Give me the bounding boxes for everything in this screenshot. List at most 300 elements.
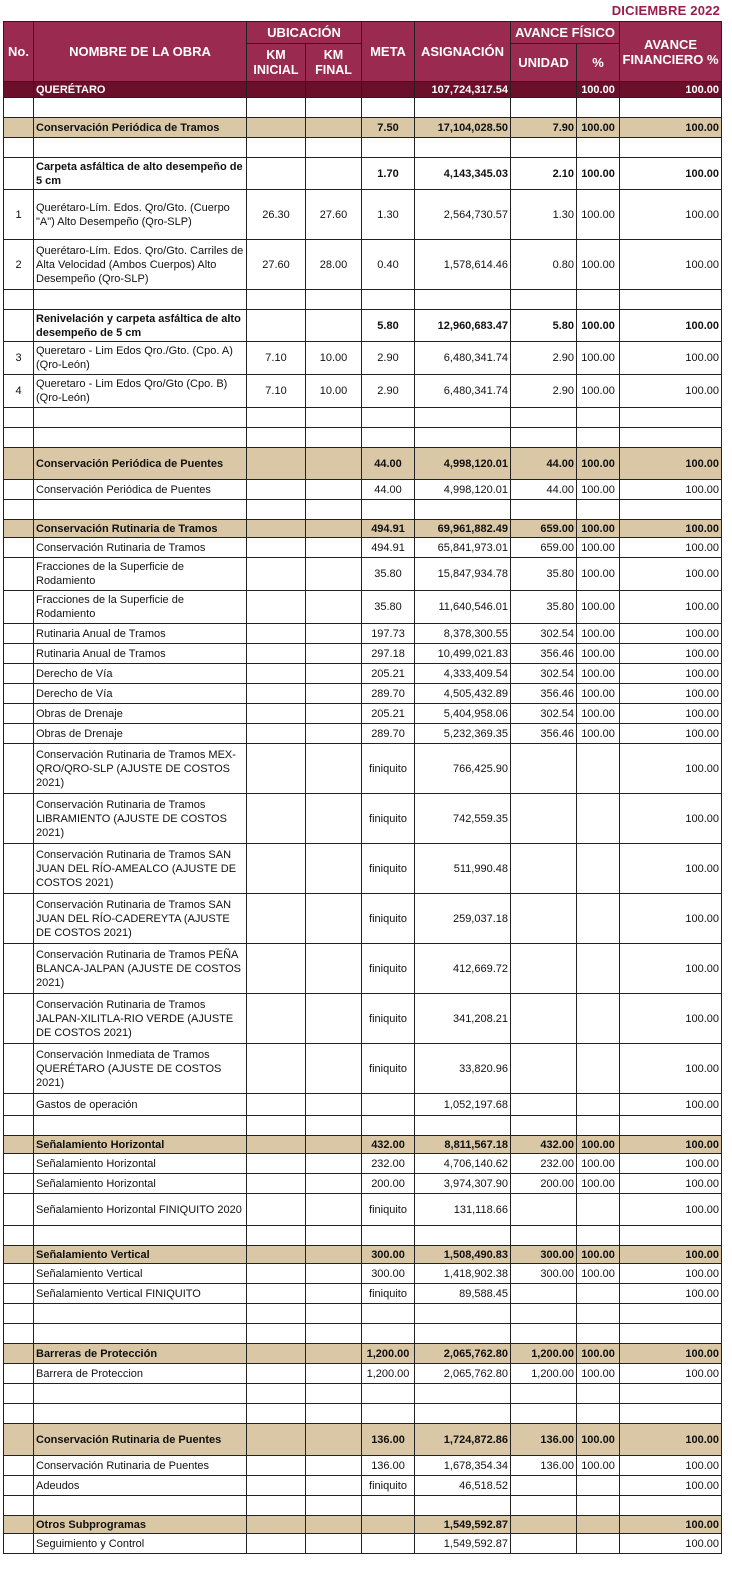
row-financiero: 100.00: [620, 1246, 722, 1264]
row-nombre: Seguimiento y Control: [34, 1534, 247, 1554]
row-asignacion: 17,104,028.50: [415, 118, 511, 138]
row-meta: 232.00: [362, 1154, 415, 1174]
blank-row: [4, 98, 722, 118]
row-unidad: [511, 98, 577, 118]
row-no: [4, 1174, 34, 1194]
row-km-final: [306, 290, 362, 310]
row-km-inicial: [247, 1304, 306, 1324]
row-unidad: [511, 1404, 577, 1424]
row-asignacion: [415, 1384, 511, 1404]
row-meta: [362, 408, 415, 428]
row-asignacion: 6,480,341.74: [415, 342, 511, 375]
row-financiero: 100.00: [620, 844, 722, 894]
row-asignacion: [415, 1324, 511, 1344]
row-km-inicial: 7.10: [247, 342, 306, 375]
row-asignacion: 4,143,345.03: [415, 158, 511, 190]
row-km-final: [306, 1516, 362, 1534]
table-body: [4, 82, 722, 1554]
row-financiero: 100.00: [620, 894, 722, 944]
row-meta: [362, 1534, 415, 1554]
row-financiero: 100.00: [620, 944, 722, 994]
row-meta: finiquito: [362, 844, 415, 894]
row-financiero: 100.00: [620, 1284, 722, 1304]
row-nombre: Conservación Periódica de Puentes: [34, 480, 247, 500]
row-meta: [362, 290, 415, 310]
row-pct: 100.00: [577, 1136, 620, 1154]
row-unidad: 300.00: [511, 1264, 577, 1284]
blank-row: [4, 1304, 722, 1324]
row-km-inicial: [247, 994, 306, 1044]
row-financiero: 100.00: [620, 1264, 722, 1284]
row-no: [4, 1516, 34, 1534]
row-financiero: 100.00: [620, 994, 722, 1044]
row-pct: [577, 428, 620, 448]
row-unidad: [511, 500, 577, 520]
row-no: [4, 138, 34, 158]
row-unidad: 356.46: [511, 644, 577, 664]
row-nombre: Conservación Rutinaria de Tramos JALPAN-XILITLA-RIO VERDE (AJUSTE DE COSTOS 2021): [34, 994, 247, 1044]
row-km-final: [306, 1424, 362, 1456]
row-no: [4, 500, 34, 520]
row-km-final: [306, 82, 362, 98]
row-meta: finiquito: [362, 1476, 415, 1496]
row-meta: [362, 1384, 415, 1404]
row-unidad: [511, 894, 577, 944]
blank-row: [4, 1496, 722, 1516]
row-asignacion: [415, 1304, 511, 1324]
row-nombre: Barrera de Proteccion: [34, 1364, 247, 1384]
row-asignacion: 5,232,369.35: [415, 724, 511, 744]
row-nombre: [34, 290, 247, 310]
row-km-inicial: [247, 82, 306, 98]
row-km-final: 10.00: [306, 342, 362, 375]
row-pct: 100.00: [577, 310, 620, 342]
row-no: [4, 82, 34, 98]
row-km-final: [306, 1384, 362, 1404]
row-asignacion: 4,706,140.62: [415, 1154, 511, 1174]
row-unidad: [511, 1534, 577, 1554]
row-km-final: [306, 704, 362, 724]
row-pct: 100.00: [577, 724, 620, 744]
row-km-final: [306, 1284, 362, 1304]
row-pct: [577, 408, 620, 428]
row-no: [4, 408, 34, 428]
row-financiero: [620, 408, 722, 428]
row-meta: finiquito: [362, 944, 415, 994]
row-financiero: 100.00: [620, 591, 722, 624]
row-pct: [577, 1516, 620, 1534]
row-meta: [362, 1404, 415, 1424]
row-asignacion: 2,065,762.80: [415, 1364, 511, 1384]
row-km-final: 28.00: [306, 240, 362, 290]
row-asignacion: [415, 1496, 511, 1516]
item-row: [4, 375, 722, 408]
row-km-inicial: [247, 1496, 306, 1516]
row-no: [4, 1424, 34, 1456]
row-unidad: 432.00: [511, 1136, 577, 1154]
row-km-inicial: 27.60: [247, 240, 306, 290]
row-asignacion: [415, 1226, 511, 1246]
row-pct: [577, 1384, 620, 1404]
row-financiero: 100.00: [620, 794, 722, 844]
row-nombre: [34, 138, 247, 158]
row-pct: [577, 1226, 620, 1246]
row-asignacion: 4,333,409.54: [415, 664, 511, 684]
row-km-final: [306, 591, 362, 624]
row-pct: 100.00: [577, 644, 620, 664]
section-row: [4, 448, 722, 480]
row-unidad: 232.00: [511, 1154, 577, 1174]
row-km-inicial: [247, 1194, 306, 1226]
row-km-final: [306, 118, 362, 138]
row-meta: 1.70: [362, 158, 415, 190]
row-km-inicial: [247, 591, 306, 624]
section-row: [4, 118, 722, 138]
item-row: [4, 644, 722, 664]
row-km-final: [306, 1116, 362, 1136]
row-no: [4, 1116, 34, 1136]
row-meta: [362, 1516, 415, 1534]
row-no: [4, 1246, 34, 1264]
row-no: [4, 664, 34, 684]
row-pct: 100.00: [577, 82, 620, 98]
item-row: [4, 1534, 722, 1554]
row-nombre: Barreras de Protección: [34, 1344, 247, 1364]
row-pct: [577, 1194, 620, 1226]
row-nombre: Querétaro-Lím. Edos. Qro/Gto. (Cuerpo "A") Alto Desempeño (Qro-SLP): [34, 190, 247, 240]
row-asignacion: 1,549,592.87: [415, 1516, 511, 1534]
row-km-inicial: [247, 704, 306, 724]
row-no: [4, 1154, 34, 1174]
row-meta: [362, 82, 415, 98]
row-meta: [362, 1226, 415, 1246]
row-meta: 35.80: [362, 558, 415, 591]
row-asignacion: 12,960,683.47: [415, 310, 511, 342]
row-pct: 100.00: [577, 591, 620, 624]
blank-row: [4, 1226, 722, 1246]
item-row: [4, 240, 722, 290]
blank-row: [4, 1324, 722, 1344]
row-pct: 100.00: [577, 448, 620, 480]
row-km-inicial: [247, 944, 306, 994]
row-km-final: [306, 684, 362, 704]
row-pct: 100.00: [577, 1154, 620, 1174]
row-km-final: [306, 1456, 362, 1476]
row-nombre: Queretaro - Lim Edos Qro/Gto (Cpo. B) (Qro-León): [34, 375, 247, 408]
row-no: [4, 1094, 34, 1116]
row-financiero: 100.00: [620, 1344, 722, 1364]
row-unidad: 2.90: [511, 375, 577, 408]
row-financiero: 100.00: [620, 448, 722, 480]
row-pct: 100.00: [577, 190, 620, 240]
row-km-inicial: [247, 1264, 306, 1284]
row-asignacion: 1,724,872.86: [415, 1424, 511, 1456]
row-km-final: [306, 1304, 362, 1324]
header-avance-fisico: AVANCE FÍSICO: [511, 22, 620, 44]
row-meta: 197.73: [362, 624, 415, 644]
row-asignacion: 8,378,300.55: [415, 624, 511, 644]
row-financiero: 100.00: [620, 375, 722, 408]
item-row: [4, 342, 722, 375]
row-km-inicial: [247, 1344, 306, 1364]
header-km-final: KM FINAL: [306, 44, 362, 82]
row-financiero: [620, 290, 722, 310]
row-km-inicial: [247, 724, 306, 744]
row-pct: [577, 794, 620, 844]
row-asignacion: 766,425.90: [415, 744, 511, 794]
row-km-inicial: [247, 1154, 306, 1174]
row-nombre: Conservación Rutinaria de Tramos SAN JUAN DEL RÍO-CADEREYTA (AJUSTE DE COSTOS 2021): [34, 894, 247, 944]
header-ubicacion: UBICACIÓN: [247, 22, 362, 44]
row-financiero: [620, 1496, 722, 1516]
blank-row: [4, 408, 722, 428]
row-pct: 100.00: [577, 1246, 620, 1264]
row-km-final: [306, 1404, 362, 1424]
row-unidad: [511, 1516, 577, 1534]
row-unidad: 659.00: [511, 520, 577, 538]
row-asignacion: 2,065,762.80: [415, 1344, 511, 1364]
row-pct: 100.00: [577, 520, 620, 538]
row-no: [4, 944, 34, 994]
item-row: [4, 724, 722, 744]
row-nombre: [34, 428, 247, 448]
row-meta: 1,200.00: [362, 1364, 415, 1384]
row-unidad: [511, 138, 577, 158]
blank-row: [4, 1404, 722, 1424]
subhead-row: [4, 310, 722, 342]
row-pct: [577, 1404, 620, 1424]
row-financiero: 100.00: [620, 1424, 722, 1456]
row-asignacion: 1,052,197.68: [415, 1094, 511, 1116]
row-asignacion: [415, 138, 511, 158]
row-unidad: [511, 1194, 577, 1226]
row-financiero: 100.00: [620, 1516, 722, 1534]
row-meta: 205.21: [362, 704, 415, 724]
row-financiero: 100.00: [620, 342, 722, 375]
header-pct: %: [577, 44, 620, 82]
row-km-inicial: [247, 448, 306, 480]
row-pct: 100.00: [577, 684, 620, 704]
row-nombre: Conservación Rutinaria de Puentes: [34, 1424, 247, 1456]
row-unidad: 302.54: [511, 664, 577, 684]
row-unidad: 200.00: [511, 1174, 577, 1194]
row-unidad: [511, 1324, 577, 1344]
row-pct: 100.00: [577, 480, 620, 500]
row-financiero: 100.00: [620, 704, 722, 724]
row-no: [4, 538, 34, 558]
row-nombre: Señalamiento Vertical: [34, 1264, 247, 1284]
row-financiero: 100.00: [620, 1476, 722, 1496]
row-km-final: [306, 644, 362, 664]
report-period: DICIEMBRE 2022: [611, 3, 720, 18]
row-km-inicial: [247, 1116, 306, 1136]
row-financiero: 100.00: [620, 1094, 722, 1116]
row-pct: [577, 1476, 620, 1496]
row-km-inicial: [247, 428, 306, 448]
row-financiero: [620, 1226, 722, 1246]
row-financiero: 100.00: [620, 724, 722, 744]
row-km-inicial: [247, 644, 306, 664]
row-asignacion: 10,499,021.83: [415, 644, 511, 664]
row-pct: [577, 844, 620, 894]
row-pct: 100.00: [577, 342, 620, 375]
row-meta: finiquito: [362, 894, 415, 944]
row-km-final: [306, 448, 362, 480]
row-unidad: [511, 1284, 577, 1304]
row-financiero: 100.00: [620, 1154, 722, 1174]
row-km-final: [306, 944, 362, 994]
row-km-final: [306, 1094, 362, 1116]
row-meta: finiquito: [362, 794, 415, 844]
row-asignacion: 1,549,592.87: [415, 1534, 511, 1554]
row-nombre: Señalamiento Vertical FINIQUITO: [34, 1284, 247, 1304]
row-financiero: [620, 1404, 722, 1424]
row-km-inicial: [247, 1226, 306, 1246]
row-nombre: Conservación Inmediata de Tramos QUERÉTARO (AJUSTE DE COSTOS 2021): [34, 1044, 247, 1094]
row-financiero: 100.00: [620, 158, 722, 190]
item-row: [4, 1154, 722, 1174]
row-meta: 136.00: [362, 1424, 415, 1456]
item-row: [4, 558, 722, 591]
row-financiero: 100.00: [620, 1194, 722, 1226]
row-unidad: [511, 82, 577, 98]
row-asignacion: 3,974,307.90: [415, 1174, 511, 1194]
row-meta: [362, 138, 415, 158]
row-financiero: 100.00: [620, 1534, 722, 1554]
row-meta: finiquito: [362, 994, 415, 1044]
row-nombre: Señalamiento Horizontal FINIQUITO 2020: [34, 1194, 247, 1226]
row-nombre: Carpeta asfáltica de alto desempeño de 5 cm: [34, 158, 247, 190]
section-row: [4, 1516, 722, 1534]
section-row: [4, 1424, 722, 1456]
row-km-inicial: 26.30: [247, 190, 306, 240]
item-row: [4, 624, 722, 644]
item-row: [4, 1174, 722, 1194]
row-nombre: Conservación Periódica de Puentes: [34, 448, 247, 480]
row-meta: finiquito: [362, 744, 415, 794]
row-unidad: 136.00: [511, 1456, 577, 1476]
row-asignacion: 8,811,567.18: [415, 1136, 511, 1154]
row-no: [4, 1044, 34, 1094]
header-unidad: UNIDAD: [511, 44, 577, 82]
row-no: [4, 118, 34, 138]
row-no: [4, 1476, 34, 1496]
row-nombre: Rutinaria Anual de Tramos: [34, 624, 247, 644]
row-km-final: [306, 844, 362, 894]
row-asignacion: 1,418,902.38: [415, 1264, 511, 1284]
header-avance-financiero: AVANCE FINANCIERO %: [620, 22, 722, 82]
row-no: [4, 428, 34, 448]
row-pct: 100.00: [577, 704, 620, 724]
row-meta: 1.30: [362, 190, 415, 240]
row-km-final: [306, 158, 362, 190]
row-km-final: [306, 744, 362, 794]
row-nombre: [34, 500, 247, 520]
row-meta: 289.70: [362, 684, 415, 704]
row-km-final: [306, 1194, 362, 1226]
row-meta: [362, 428, 415, 448]
section-row: [4, 520, 722, 538]
row-no: [4, 624, 34, 644]
row-financiero: 100.00: [620, 480, 722, 500]
item-row: [4, 1094, 722, 1116]
row-meta: 297.18: [362, 644, 415, 664]
row-nombre: Derecho de Vía: [34, 684, 247, 704]
blank-row: [4, 1384, 722, 1404]
row-no: [4, 704, 34, 724]
row-no: [4, 724, 34, 744]
row-financiero: 100.00: [620, 1136, 722, 1154]
row-pct: 100.00: [577, 118, 620, 138]
subhead-row: [4, 158, 722, 190]
row-no: [4, 1534, 34, 1554]
header-nombre: NOMBRE DE LA OBRA: [34, 22, 247, 82]
item-row: [4, 1284, 722, 1304]
row-unidad: [511, 1496, 577, 1516]
row-km-final: [306, 1246, 362, 1264]
row-no: [4, 290, 34, 310]
row-no: 2: [4, 240, 34, 290]
row-nombre: [34, 1324, 247, 1344]
row-km-final: [306, 1264, 362, 1284]
row-pct: [577, 98, 620, 118]
row-pct: [577, 1534, 620, 1554]
item-row: [4, 684, 722, 704]
row-nombre: [34, 1116, 247, 1136]
row-unidad: [511, 1094, 577, 1116]
row-asignacion: 259,037.18: [415, 894, 511, 944]
item-row: [4, 1044, 722, 1094]
row-nombre: Conservación Rutinaria de Tramos MEX-QRO/QRO-SLP (AJUSTE DE COSTOS 2021): [34, 744, 247, 794]
row-no: 3: [4, 342, 34, 375]
row-unidad: [511, 794, 577, 844]
row-pct: 100.00: [577, 558, 620, 591]
row-meta: [362, 500, 415, 520]
row-meta: 2.90: [362, 342, 415, 375]
row-nombre: Señalamiento Horizontal: [34, 1136, 247, 1154]
row-unidad: [511, 1384, 577, 1404]
row-no: [4, 158, 34, 190]
row-km-final: [306, 1044, 362, 1094]
row-financiero: 100.00: [620, 644, 722, 664]
row-nombre: Fracciones de la Superficie de Rodamiento: [34, 591, 247, 624]
row-financiero: 100.00: [620, 1044, 722, 1094]
row-meta: 44.00: [362, 448, 415, 480]
row-no: [4, 1304, 34, 1324]
row-nombre: Gastos de operación: [34, 1094, 247, 1116]
item-row: [4, 190, 722, 240]
row-no: [4, 1344, 34, 1364]
row-financiero: 100.00: [620, 538, 722, 558]
row-asignacion: 89,588.45: [415, 1284, 511, 1304]
row-km-inicial: [247, 1456, 306, 1476]
row-km-final: [306, 664, 362, 684]
row-km-inicial: [247, 118, 306, 138]
row-pct: [577, 894, 620, 944]
row-unidad: 5.80: [511, 310, 577, 342]
row-asignacion: 4,998,120.01: [415, 448, 511, 480]
row-km-inicial: [247, 1044, 306, 1094]
row-asignacion: 65,841,973.01: [415, 538, 511, 558]
item-row: [4, 994, 722, 1044]
row-km-inicial: [247, 1404, 306, 1424]
row-meta: 432.00: [362, 1136, 415, 1154]
row-meta: 300.00: [362, 1264, 415, 1284]
row-no: [4, 894, 34, 944]
row-pct: [577, 994, 620, 1044]
row-unidad: [511, 1226, 577, 1246]
row-km-inicial: [247, 138, 306, 158]
